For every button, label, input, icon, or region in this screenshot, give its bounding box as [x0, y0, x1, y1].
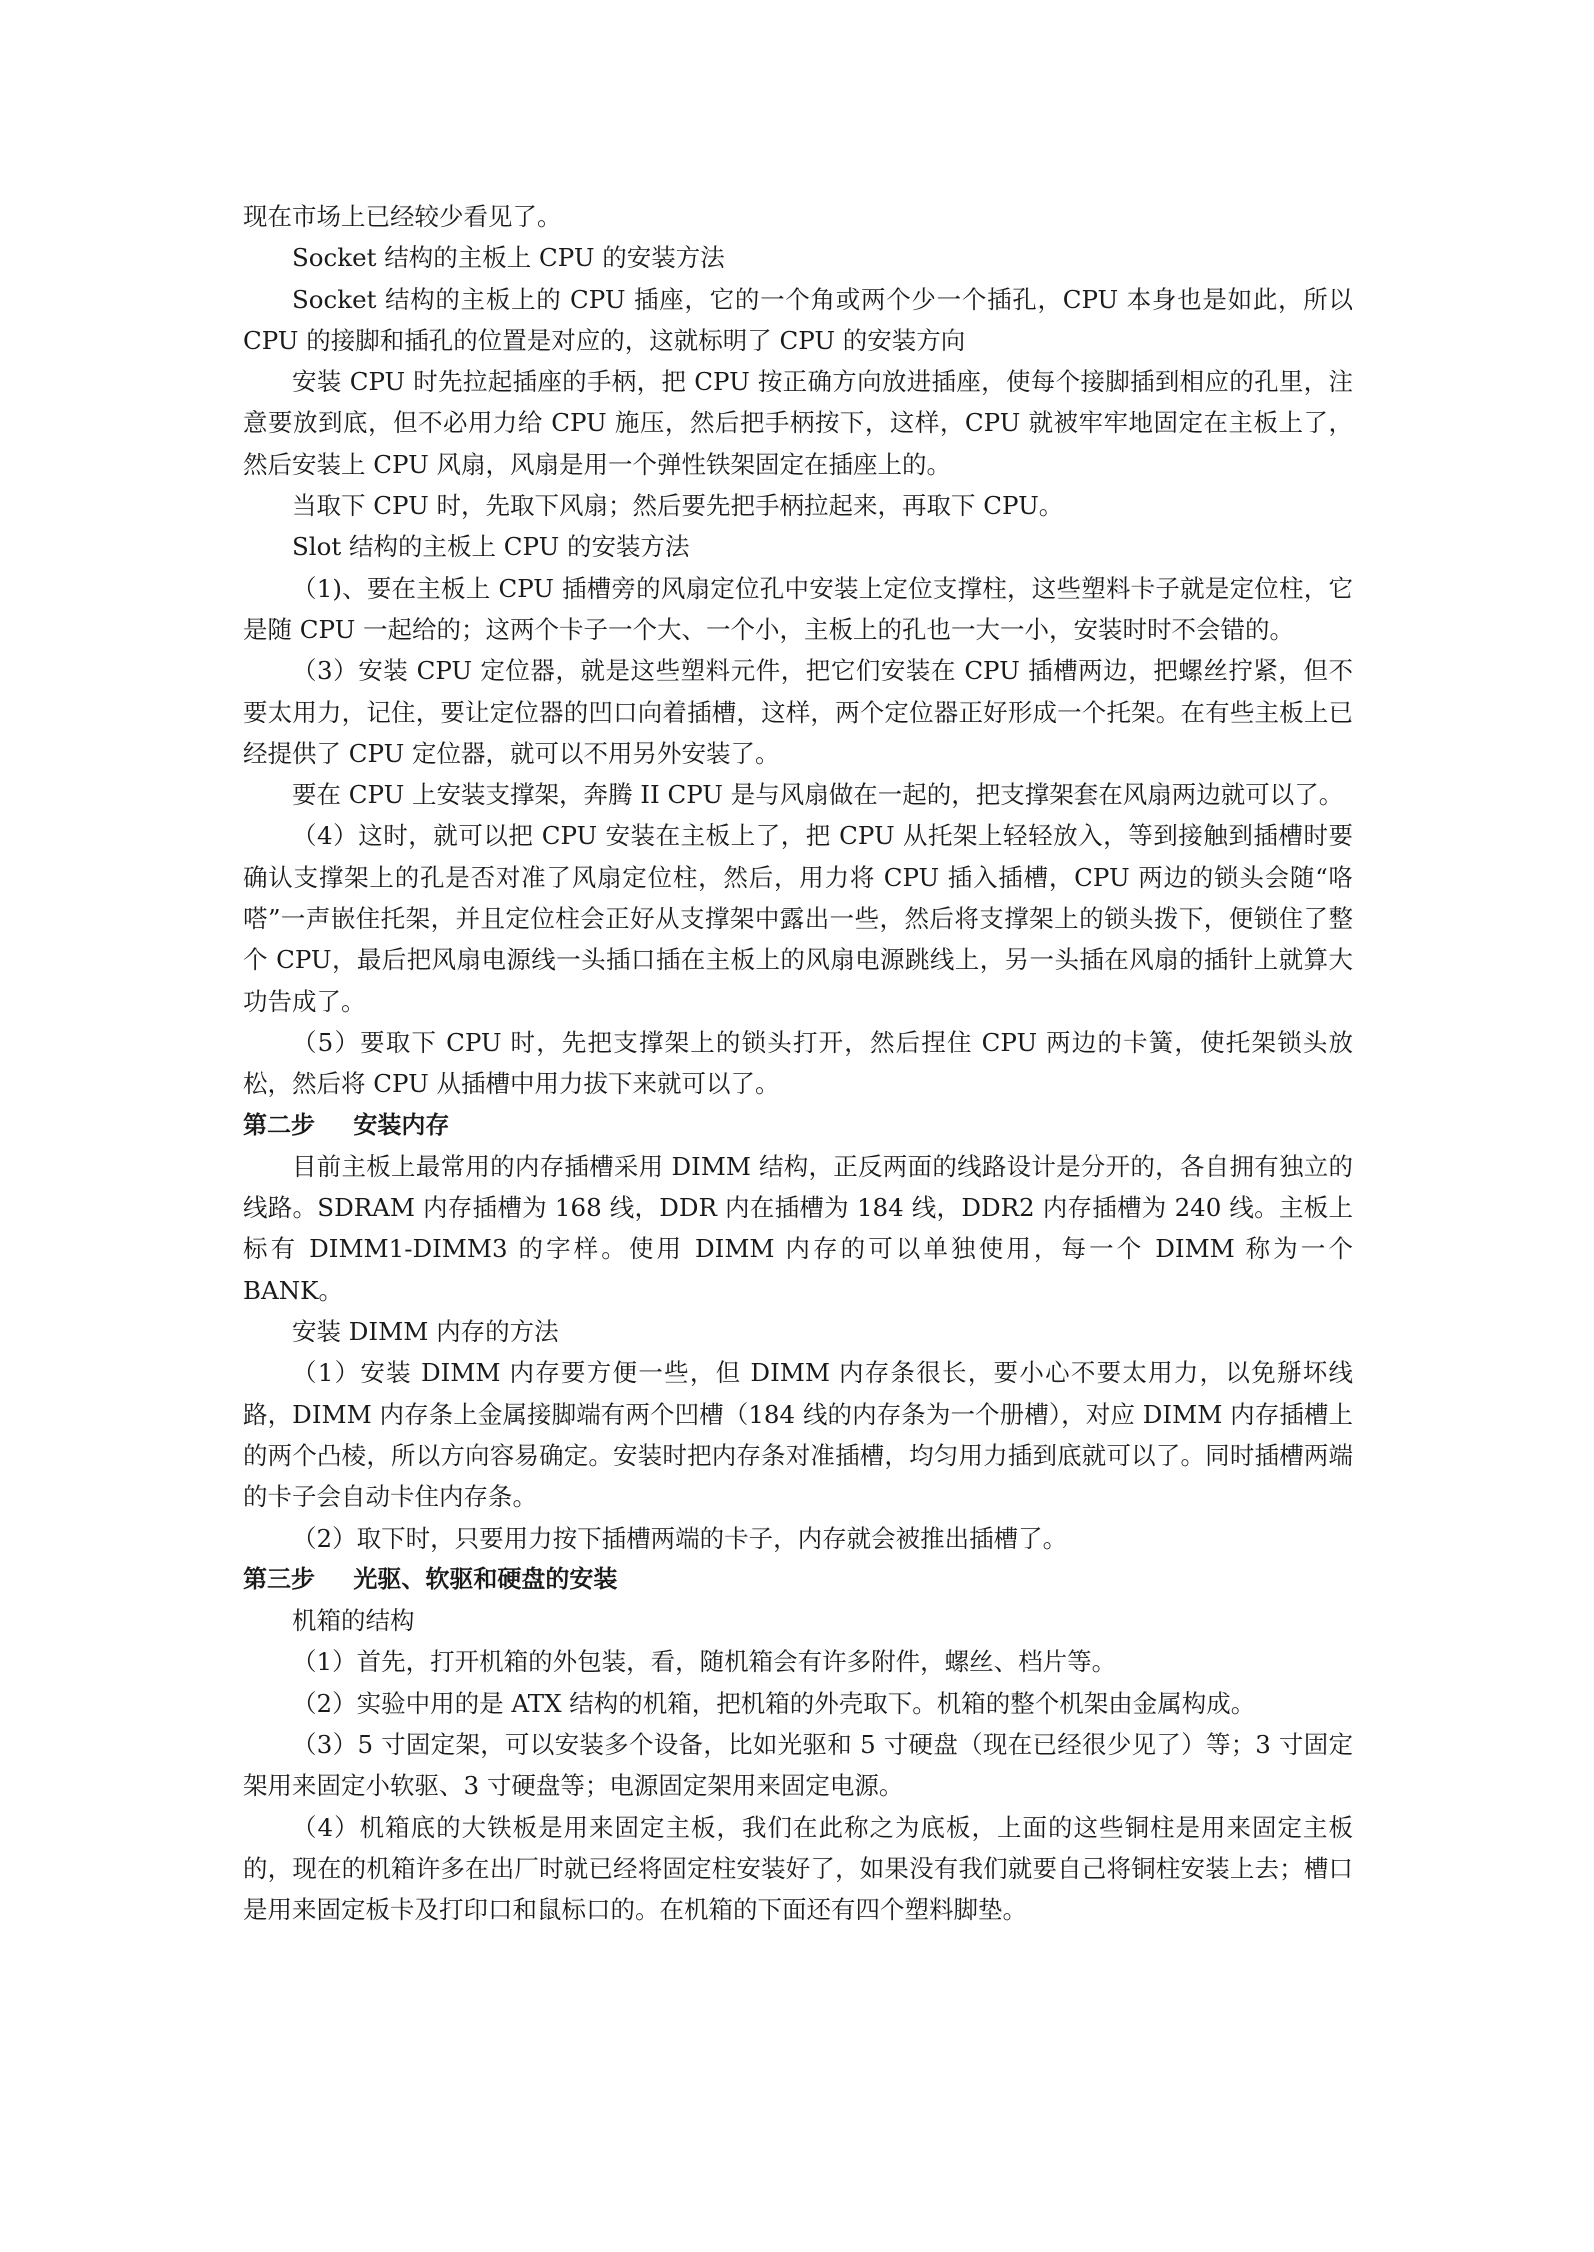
- subsection-title: Socket 结构的主板上 CPU 的安装方法: [292, 243, 725, 273]
- paragraph: （3）安装 CPU 定位器，就是这些塑料元件，把它们安装在 CPU 插槽两边，把螺丝拧紧，但不要太用力，记住，要让定位器的凹口向着插槽，这样，两个定位器正好形成一个托架。在有些主板上已经提供了 CPU 定位器，就可以不用另外安装了。: [243, 656, 1353, 768]
- paragraph: Socket 结构的主板上的 CPU 插座，它的一个角或两个少一个插孔，CPU 本身也是如此，所以 CPU 的接脚和插孔的位置是对应的，这就标明了 CPU 的安装方向: [243, 284, 1353, 355]
- heading-title: 光驱、软驱和硬盘的安装: [353, 1564, 618, 1593]
- paragraph: 当取下 CPU 时，先取下风扇；然后要先把手柄拉起来，再取下 CPU。: [292, 491, 1064, 521]
- paragraph: （1)、要在主板上 CPU 插槽旁的风扇定位孔中安装上定位支撑柱，这些塑料卡子就是定位柱，它是随 CPU 一起给的；这两个卡子一个大、一个小，主板上的孔也一大一小，安装时时不会错的。: [243, 573, 1353, 644]
- paragraph: （4）这时，就可以把 CPU 安装在主板上了，把 CPU 从托架上轻轻放入，等到接触到插槽时要确认支撑架上的孔是否对准了风扇定位柱，然后，用力将 CPU 插入插槽，CPU 两边的锁头会随“咯嗒”一声嵌住托架，并且定位柱会正好从支撑架中露出一些，然后将支撑架上的锁头拨下，便锁住了整个 CPU，最后把风扇电源线一头插口插在主板上的风扇电源跳线上，另一头插在风扇的插针上就算大功告成了。: [243, 821, 1353, 1016]
- subsection-title: 机箱的结构: [292, 1606, 415, 1636]
- subsection-title: Slot 结构的主板上 CPU 的安装方法: [292, 532, 690, 562]
- paragraph: （4）机箱底的大铁板是用来固定主板，我们在此称之为底板，上面的这些铜柱是用来固定主板的，现在的机箱许多在出厂时就已经将固定柱安装好了，如果没有我们就要自己将铜柱安装上去；槽口是用来固定板卡及打印口和鼠标口的。在机箱的下面还有四个塑料脚垫。: [243, 1812, 1353, 1925]
- paragraph: （5）要取下 CPU 时，先把支撑架上的锁头打开，然后捏住 CPU 两边的卡簧，使托架锁头放松，然后将 CPU 从插槽中用力拔下来就可以了。: [243, 1027, 1353, 1099]
- heading-step: 第二步: [243, 1110, 315, 1139]
- paragraph: 现在市场上已经较少看见了。: [243, 202, 562, 231]
- paragraph: 要在 CPU 上安装支撑架，奔腾 II CPU 是与风扇做在一起的，把支撑架套在风扇两边就可以了。: [292, 780, 1344, 810]
- section-heading-step-2: [243, 1105, 1353, 1146]
- subsection-title: 安装 DIMM 内存的方法: [292, 1317, 559, 1347]
- heading-title: 安装内存: [353, 1110, 450, 1139]
- paragraph: （3）5 寸固定架，可以安装多个设备，比如光驱和 5 寸硬盘（现在已经很少见了）等；3 寸固定架用来固定小软驱、3 寸硬盘等；电源固定架用来固定电源。: [243, 1729, 1353, 1801]
- document-page: [243, 196, 1353, 1930]
- section-heading-step-3: [243, 1559, 1353, 1600]
- paragraph: （1）安装 DIMM 内存要方便一些，但 DIMM 内存条很长，要小心不要太用力，以免掰坏线路，DIMM 内存条上金属接脚端有两个凹槽（184 线的内存条为一个册槽），对应 DIMM 内存插槽上的两个凸棱，所以方向容易确定。安装时把内存条对准插槽，均匀用力插到底就可以了。同时插槽两端的卡子会自动卡住内存条。: [243, 1358, 1353, 1512]
- heading-step: 第三步: [243, 1564, 315, 1593]
- paragraph: 安装 CPU 时先拉起插座的手柄，把 CPU 按正确方向放进插座，使每个接脚插到相应的孔里，注意要放到底，但不必用力给 CPU 施压，然后把手柄按下，这样，CPU 就被牢牢地固定在主板上了，然后安装上 CPU 风扇，风扇是用一个弹性铁架固定在插座上的。: [243, 367, 1353, 479]
- paragraph: （2）取下时，只要用力按下插槽两端的卡子，内存就会被推出插槽了。: [292, 1523, 1068, 1553]
- paragraph: 目前主板上最常用的内存插槽采用 DIMM 结构，正反两面的线路设计是分开的，各自拥有独立的线路。SDRAM 内存插槽为 168 线，DDR 内在插槽为 184 线，DDR2 内存插槽为 240 线。主板上标有 DIMM1-DIMM3 的字样。使用 DIMM 内存的可以单独使用，每一个 DIMM 称为一个 BANK。: [243, 1151, 1353, 1305]
- paragraph: （1）首先，打开机箱的外包装，看，随机箱会有许多附件，螺丝、档片等。: [292, 1647, 1117, 1677]
- paragraph: （2）实验中用的是 ATX 结构的机箱，把机箱的外壳取下。机箱的整个机架由金属构成。: [292, 1688, 1256, 1718]
